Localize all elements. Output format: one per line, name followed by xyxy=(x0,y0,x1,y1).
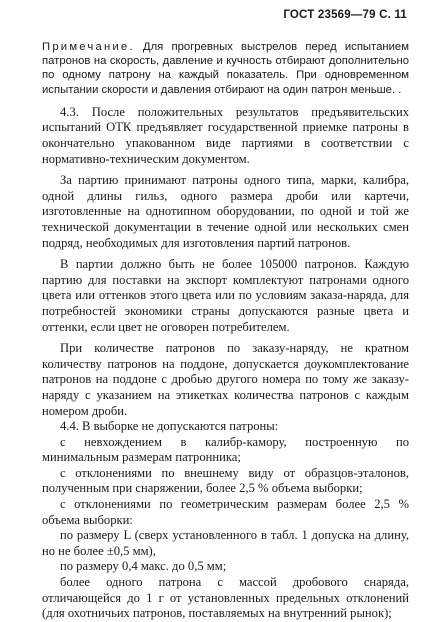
paragraph-pallet-completion: При количестве патронов по заказу-наряду, не кратном количеству патронов на поддоне, допускается доукомплектование патронов на поддоне с дробью другого номера по тому же заказу-наряду с указанием на этикетках количества патронов с каждым номером дроби. xyxy=(42,341,409,418)
note-text: Для прогревных выстрелов перед испытанием патронов на скорость, давление и кучность отбирают дополнительно по одному патрону на каждый показатель. При одновременном испытании скорости и давления отбирают на один патрон меньше. . xyxy=(42,41,409,96)
list-item-chamber-gauge: с невхождением в калибр-камору, построенную по минимальным размерам патронника; xyxy=(42,434,409,465)
list-item-size-l: по размеру L (сверх установленного в табл. 1 допуска на длину, но не более ±0,5 мм), xyxy=(42,528,409,558)
list-item-shot-mass: более одного патрона с массой дробового снаряда, отличающейся до 1 г от установленных предельных отклонений (для охотничьих патронов, поставляемых на внутренний рынок); xyxy=(42,575,409,621)
paragraph-4-4: 4.4. В выборке не допускаются патроны: xyxy=(60,419,279,434)
paragraph-lot-size: В партии должно быть не более 105000 патронов. Каждую партию для поставки на экспорт комплектуют патронами одного цвета или оттенков этого цвета или по условиям заказа-наряда, для потребностей экономики страны допускаются разные цвета и оттенки, если цвет не оговорен потребителем. xyxy=(42,257,409,334)
note-paragraph xyxy=(42,40,409,97)
list-item-appearance: с отклонениями по внешнему виду от образцов-эталонов, полученным при снаряжении, более 2,5 % объема выборки; xyxy=(42,465,409,496)
list-item-size-04: по размеру 0,4 макс. до 0,5 мм; xyxy=(60,559,227,574)
page-header: ГОСТ 23569—79 С. 11 xyxy=(283,9,407,21)
document-body xyxy=(42,40,409,622)
note-label: Примечание. xyxy=(42,41,135,53)
list-item-geometry: с отклонениями по геометрическим размерам более 2,5 % объема выборки: xyxy=(42,497,409,527)
paragraph-4-3: 4.3. После положительных результатов предъявительских испытаний ОТК предъявляет государственной приемке патроны в окончательно упакованном виде партиями в соответствии с нормативно-техническим документом. xyxy=(42,104,409,166)
paragraph-lot-definition: За партию принимают патроны одного типа, марки, калибра, одной длины гильз, одного размера дроби или картечи, изготовленные на однотипном оборудовании, по одной и той же технической документации в течение одной или нескольких смен подряд, необходимых для изготовления партий патронов. xyxy=(42,173,409,250)
